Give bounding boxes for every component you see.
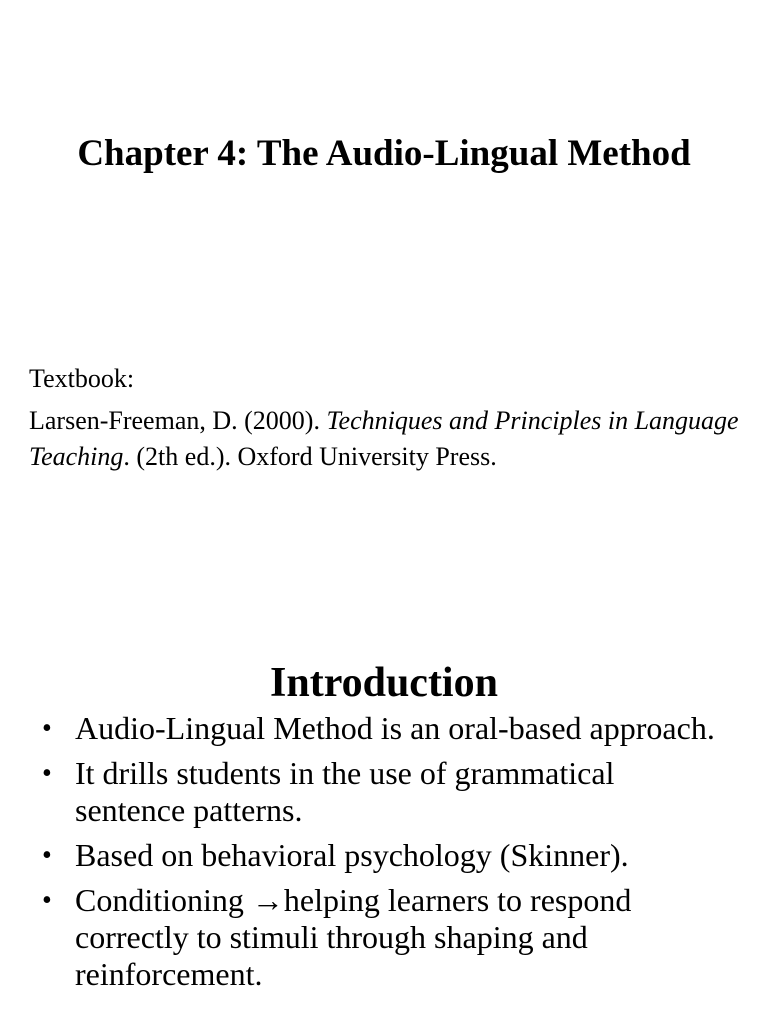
introduction-title: Introduction bbox=[270, 659, 498, 706]
slide-introduction bbox=[0, 560, 768, 1024]
citation-author-year: Larsen-Freeman, D. (2000). bbox=[29, 406, 327, 435]
citation-publisher: . (2th ed.). Oxford University Press. bbox=[123, 442, 497, 471]
bullet-icon: • bbox=[42, 885, 52, 916]
bullet-item bbox=[0, 882, 768, 993]
bullet-item bbox=[0, 837, 768, 874]
bullet-icon: • bbox=[42, 758, 52, 789]
chapter-title: Chapter 4: The Audio-Lingual Method bbox=[77, 132, 691, 174]
bullet-item bbox=[0, 710, 768, 747]
bullet-icon: • bbox=[42, 840, 52, 871]
citation-book-title: Techniques and Principles in Language Teaching bbox=[29, 406, 739, 471]
bullet-text: Audio-Lingual Method is an oral-based approach. bbox=[75, 710, 715, 746]
bullet-list bbox=[0, 710, 768, 1001]
bullet-icon: • bbox=[42, 713, 52, 744]
bullet-item bbox=[0, 755, 768, 829]
bullet-text: It drills students in the use of grammatical sentence patterns. bbox=[75, 755, 615, 828]
citation bbox=[29, 403, 749, 475]
textbook-reference bbox=[29, 361, 749, 475]
textbook-label: Textbook: bbox=[29, 364, 135, 393]
bullet-text: Based on behavioral psychology (Skinner). bbox=[75, 837, 629, 873]
bullet-text: Conditioning →helping learners to respond correctly to stimuli through shaping and reinforcement. bbox=[75, 882, 632, 992]
